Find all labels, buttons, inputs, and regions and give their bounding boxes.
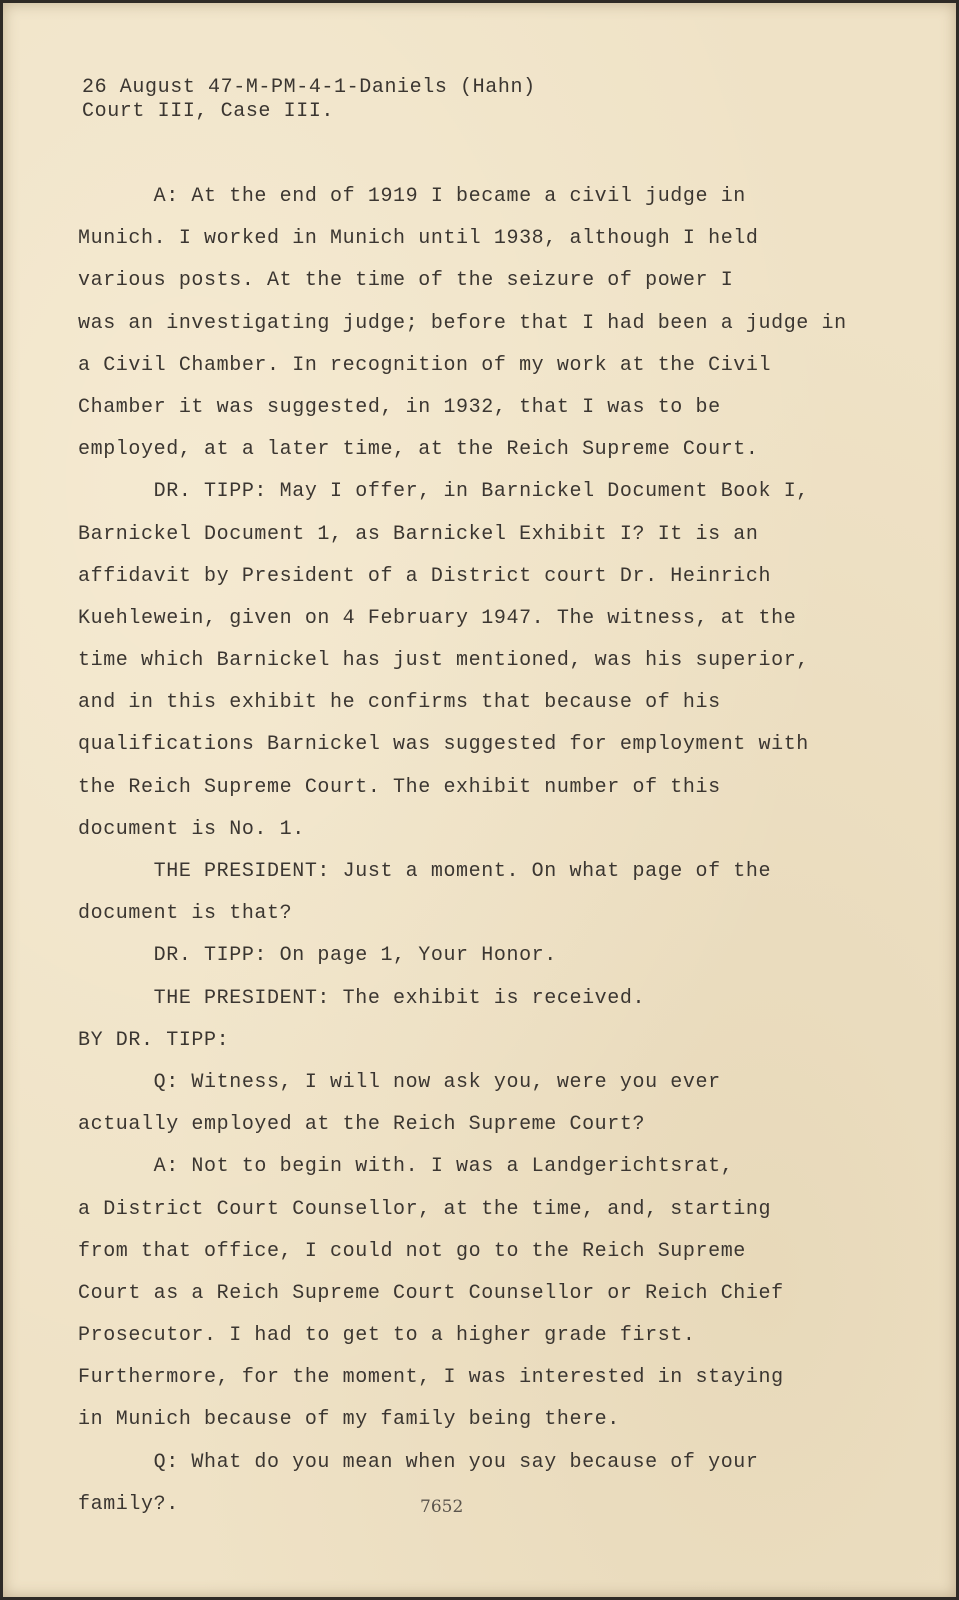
transcript-line: employed, at a later time, at the Reich Supreme Court. <box>78 438 759 462</box>
transcript-body <box>78 176 858 1526</box>
transcript-line: a Civil Chamber. In recognition of my work at the Civil <box>78 353 772 377</box>
transcript-line: Munich. I worked in Munich until 1938, although I held <box>78 227 759 251</box>
transcript-line: Court as a Reich Supreme Court Counsellor or Reich Chief <box>78 1281 784 1305</box>
transcript-line: actually employed at the Reich Supreme Court? <box>78 1113 646 1137</box>
transcript-line: Prosecutor. I had to get to a higher grade first. <box>78 1324 696 1348</box>
transcript-line: Furthermore, for the moment, I was interested in staying <box>78 1366 784 1390</box>
transcript-line: A: Not to begin with. I was a Landgerichtsrat, <box>78 1155 734 1179</box>
transcript-line: document is that? <box>78 902 293 926</box>
transcript-line: DR. TIPP: May I offer, in Barnickel Document Book I, <box>78 480 809 504</box>
transcript-line: Q: Witness, I will now ask you, were you ever <box>78 1070 721 1094</box>
transcript-line: DR. TIPP: On page 1, Your Honor. <box>78 944 557 968</box>
transcript-line: a District Court Counsellor, at the time, and, starting <box>78 1197 772 1221</box>
transcript-line: various posts. At the time of the seizure of power I <box>78 269 734 293</box>
transcript-line: qualifications Barnickel was suggested for employment with <box>78 733 809 757</box>
transcript-line: and in this exhibit he confirms that because of his <box>78 691 721 715</box>
transcript-line: was an investigating judge; before that I had been a judge in <box>78 311 847 335</box>
transcript-line: document is No. 1. <box>78 817 305 841</box>
transcript-line: in Munich because of my family being there. <box>78 1408 620 1432</box>
transcript-line: from that office, I could not go to the Reich Supreme <box>78 1239 746 1263</box>
header-reference: 26 August 47-M-PM-4-1-Daniels (Hahn) <box>82 76 536 99</box>
transcript-line: affidavit by President of a District court Dr. Heinrich <box>78 564 772 588</box>
transcript-line: time which Barnickel has just mentioned, was his superior, <box>78 649 809 673</box>
page-number: 7652 <box>420 1497 464 1517</box>
transcript-line: THE PRESIDENT: Just a moment. On what page of the <box>78 860 772 883</box>
transcript-line: family?. <box>78 1492 179 1516</box>
transcript-line: Barnickel Document 1, as Barnickel Exhibit I? It is an <box>78 522 759 546</box>
header-court: Court III, Case III. <box>82 100 335 123</box>
document-header <box>82 76 536 124</box>
transcript-line: the Reich Supreme Court. The exhibit number of this <box>78 775 721 799</box>
transcript-line: A: At the end of 1919 I became a civil judge in <box>78 185 746 208</box>
transcript-line: Q: What do you mean when you say because of your <box>78 1450 759 1474</box>
transcript-line: BY DR. TIPP: <box>78 1028 230 1052</box>
transcript-line: Chamber it was suggested, in 1932, that I was to be <box>78 395 721 419</box>
transcript-line: Kuehlewein, given on 4 February 1947. The witness, at the <box>78 606 797 630</box>
transcript-line: THE PRESIDENT: The exhibit is received. <box>78 986 646 1010</box>
